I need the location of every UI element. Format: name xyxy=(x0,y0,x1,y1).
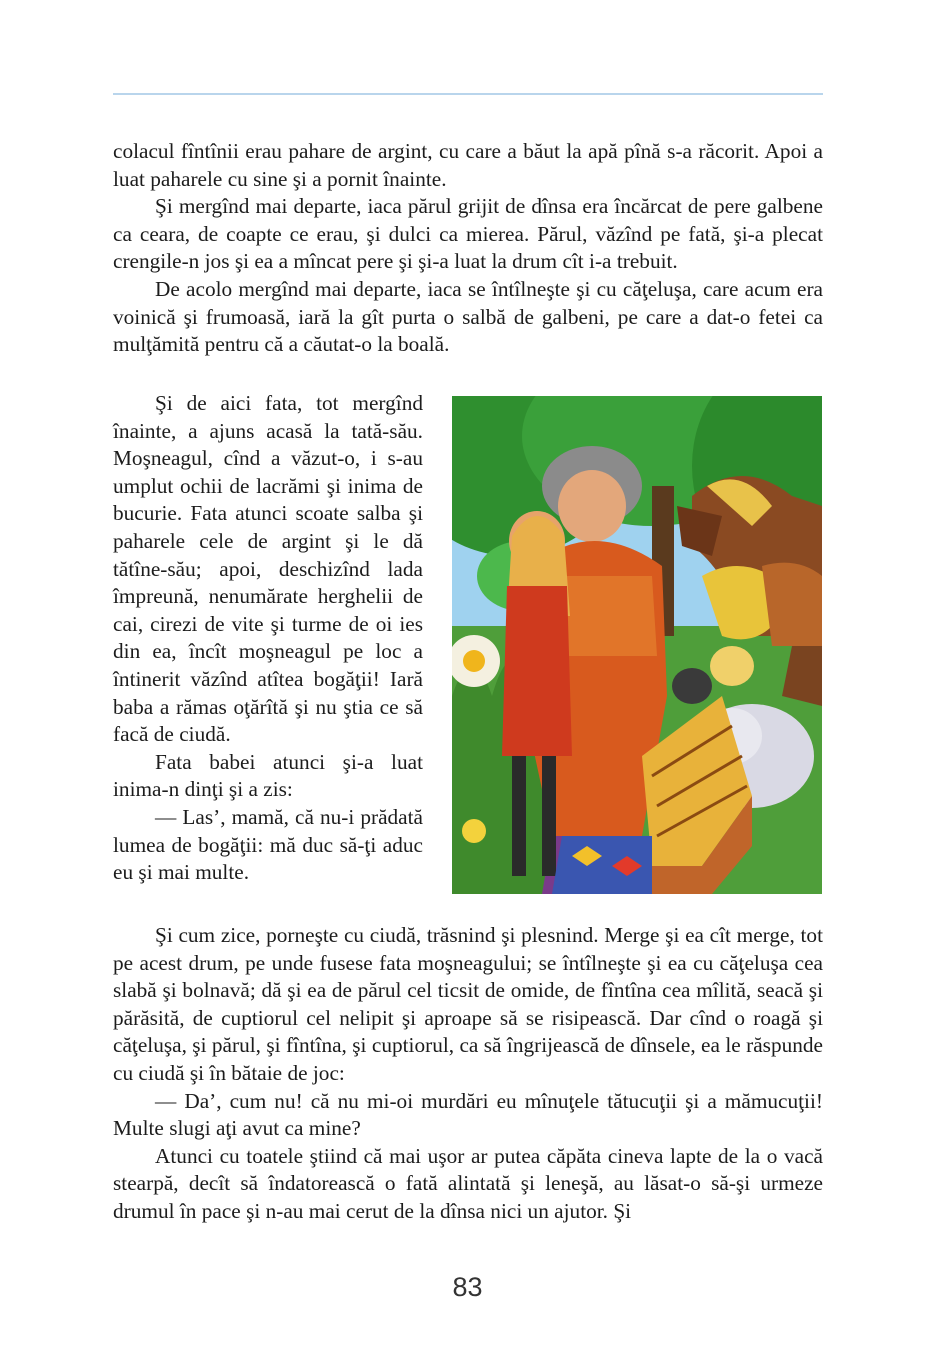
paragraph: colacul fîntînii erau pahare de argint, cu care a băut la apă pînă s-a răcorit. Apoi a luat paharele cu sine şi a pornit înainte. xyxy=(113,139,823,191)
paragraph: Şi mergînd mai departe, iaca părul grijit de dînsa era încărcat de pere galbene ca ceara, de coapte ce erau, şi dulci ca mierea. Părul, văzînd pe fată, şi-a plecat crengile-n jos şi ea a mîncat pere şi şi-a luat la drum cît i-a trebuit. xyxy=(113,194,823,274)
paragraph: — Las’, mamă, că nu-i prădată lumea de bogăţii: mă duc să-ţi aduc eu şi mai multe. xyxy=(113,804,423,885)
paragraph: Şi cum zice, porneşte cu ciudă, trăsnind şi plesnind. Merge şi ea cît merge, tot pe acest drum, pe unde fusese fata moşneagului; se întîlneşte şi ea cu căţeluşa cea slabă şi bolnavă; dă şi ea de părul cel ticsit de omide, de fîntîna cea mîlită, seacă şi părăsită, de cuptiorul cel nelipit şi aproape să se risipească. Dar cînd o roagă şi căţeluşa, şi părul, şi fîntîna, şi cuptiorul, ca să îngrijească de dînsele, ea le răspunde cu ciudă şi în bătaie de joc: xyxy=(113,923,823,1085)
story-illustration xyxy=(452,396,822,894)
paragraph: Şi de aici fata, tot mergînd înainte, a ajuns acasă la tată-său. Moşneagul, cînd a văzut-o, i s-au umplut ochii de lacrămi şi inima de bucurie. Fata atunci scoate salba şi paharele cele de argint şi le dă tătîne-său; apoi, deschizînd lada împreună, nenumărate herghelii de cai, cirezi de vite şi turme de oi ies din ea, încît moşneagul pe loc a întinerit văzînd atîtea bogăţii! Iară baba a rămas oţărîtă şi nu ştia ce să facă de ciudă. xyxy=(113,391,423,747)
bottom-text-block xyxy=(113,922,823,1226)
paragraph: — Da’, cum nu! că nu mi-oi murdări eu mînuţele tătucuţii şi a mămucuţii! Multe slugi aţi avut ca mine? xyxy=(113,1088,823,1141)
paragraph: Atunci cu toatele ştiind că mai uşor ar putea căpăta cineva lapte de la o vacă stearpă, decît să îndatorească o fată alintată şi leneşă, au lăsat-o să-şi urmeze drumul în pace şi n-au mai cerut de la dînsa nici un ajutor. Şi xyxy=(113,1143,823,1223)
left-column-text xyxy=(113,390,423,887)
paragraph: De acolo mergînd mai departe, iaca se întîlneşte şi cu căţeluşa, care acum era voinică şi frumoasă, iară la gît purta o salbă de galbeni, pe care a dat-o fetei ca mulţămită pentru că a căutat-o la boală. xyxy=(113,276,823,357)
paragraph: Fata babei atunci şi-a luat inima-n dinţi şi a zis: xyxy=(113,749,423,802)
header-rule xyxy=(113,93,823,95)
top-text-block xyxy=(113,138,823,359)
page-number: 83 xyxy=(452,1272,483,1302)
